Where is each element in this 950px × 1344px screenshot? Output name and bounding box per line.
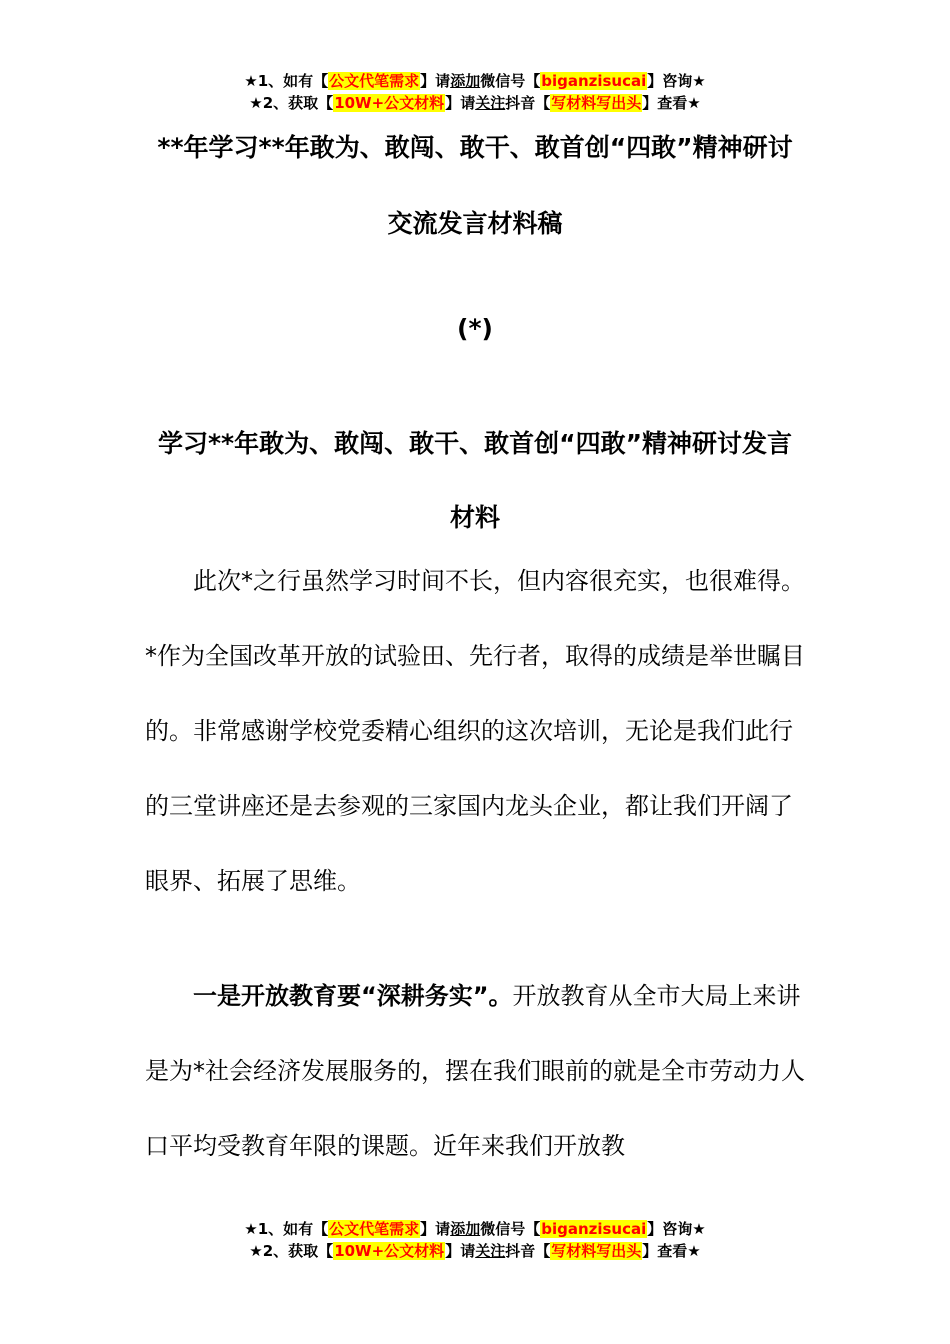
banner-underlined-text: 添加 <box>450 72 481 90</box>
banner-text: 】查看★ <box>642 1242 701 1260</box>
banner-line-1 <box>0 70 950 92</box>
banner-text: ★2、获取【 <box>249 1242 334 1260</box>
banner-text: 微信号【 <box>480 1220 541 1238</box>
banner-text: 】查看★ <box>642 94 701 112</box>
banner-highlight: 写材料写出头 <box>551 1242 642 1260</box>
paragraph-text: 此次*之行虽然学习时间不长，但内容很充实，也很难得。*作为全国改革开放的试验田、先行者，取得的成绩是举世瞩目的。非常感谢学校党委精心组织的这次培训，无论是我们此行的三堂讲座还是去参观的三家国内龙头企业，都让我们开阔了眼界、拓展了思维。 <box>145 567 805 895</box>
banner-text: 】请 <box>445 94 476 112</box>
document-subtitle-line-2: 材料 <box>449 503 500 532</box>
banner-underlined-text: 关注 <box>475 1242 506 1260</box>
banner-text: ★2、获取【 <box>249 94 334 112</box>
banner-highlight: biganzisucai <box>541 1220 647 1238</box>
document-title-line-1: **年学习**年敢为、敢闯、敢干、敢首创“四敢”精神研讨 <box>157 133 793 162</box>
banner-line-2 <box>0 92 950 114</box>
header-banner <box>0 70 950 114</box>
banner-text: ★1、如有【 <box>244 1220 329 1238</box>
banner-text: 抖音【 <box>505 94 551 112</box>
banner-highlight: 公文代笔需求 <box>329 72 420 90</box>
banner-text: ★1、如有【 <box>244 72 329 90</box>
banner-text: 微信号【 <box>480 72 541 90</box>
banner-line-1 <box>0 1218 950 1240</box>
banner-highlight: 公文代笔需求 <box>329 1220 420 1238</box>
banner-underlined-text: 关注 <box>475 94 506 112</box>
banner-highlight: 10W+公文材料 <box>334 94 445 112</box>
banner-text: 】请 <box>420 1220 451 1238</box>
banner-text: 】请 <box>420 72 451 90</box>
footer-banner <box>0 1218 950 1262</box>
body-paragraph-1 <box>145 544 815 919</box>
banner-highlight: 10W+公文材料 <box>334 1242 445 1260</box>
banner-highlight: biganzisucai <box>541 72 647 90</box>
banner-line-2 <box>0 1240 950 1262</box>
body-paragraph-2 <box>145 959 815 1184</box>
banner-text: 】请 <box>445 1242 476 1260</box>
banner-text: 抖音【 <box>505 1242 551 1260</box>
document-title-line-2: 交流发言材料稿 <box>387 209 563 238</box>
banner-underlined-text: 添加 <box>450 1220 481 1238</box>
banner-text: 】咨询★ <box>647 72 706 90</box>
paragraph-text <box>145 959 815 1184</box>
document-subtitle-line-1: 学习**年敢为、敢闯、敢干、敢首创“四敢”精神研讨发言 <box>157 429 792 458</box>
paragraph-body: 开放教育从全市大局上来讲是为*社会经济发展服务的，摆在我们眼前的就是全市劳动力人口平均受教育年限的课题。近年来我们开放教 <box>145 982 805 1160</box>
document-marker: (*) <box>457 314 493 343</box>
paragraph-lead: 一是开放教育要“深耕务实”。 <box>193 982 513 1010</box>
banner-text: 】咨询★ <box>647 1220 706 1238</box>
banner-highlight: 写材料写出头 <box>551 94 642 112</box>
